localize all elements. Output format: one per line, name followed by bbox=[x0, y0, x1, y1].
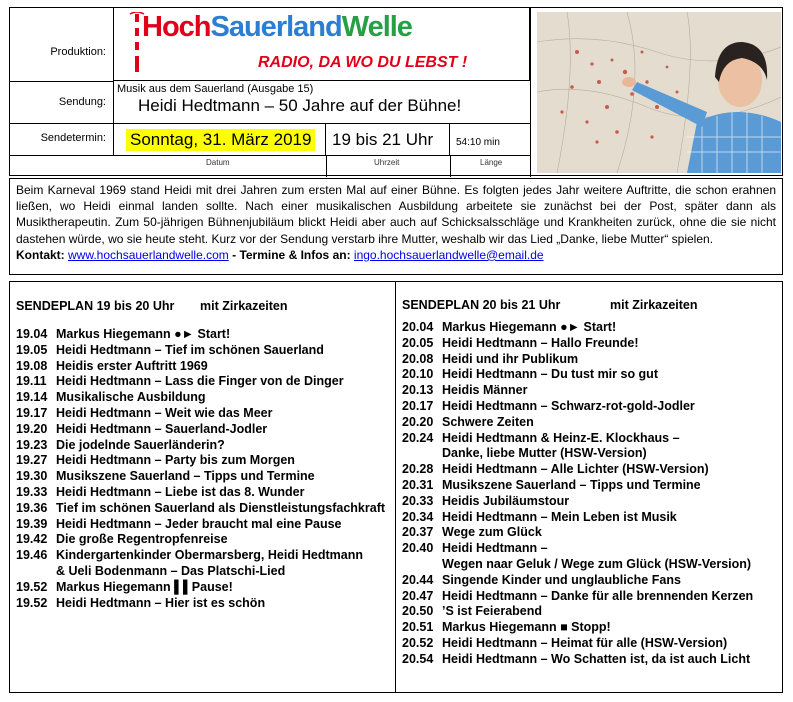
schedule-item bbox=[402, 525, 780, 541]
schedule-time: 20.50 bbox=[402, 604, 434, 619]
website-link[interactable]: www.hochsauerlandwelle.com bbox=[68, 247, 229, 262]
schedule-title: Wege zum Glück bbox=[442, 525, 542, 540]
schedule-time: 19.30 bbox=[16, 469, 48, 484]
station-logo bbox=[142, 11, 412, 44]
schedule-item bbox=[16, 390, 393, 406]
schedule-item bbox=[402, 604, 780, 620]
schedule-time: 20.34 bbox=[402, 509, 434, 524]
schedule-time: 20.28 bbox=[402, 462, 434, 477]
schedule-item bbox=[16, 596, 393, 612]
schedule-title: Heidi Hedtmann – Du tust mir so gut bbox=[442, 367, 658, 382]
date-cell bbox=[114, 123, 326, 155]
schedule-title: Markus Hiegemann ●► Start! bbox=[56, 327, 231, 341]
schedule-time: 19.39 bbox=[16, 516, 48, 531]
email-link[interactable]: ingo.hochsauerlandwelle@email.de bbox=[353, 247, 544, 262]
logo-slogan: RADIO, DA WO DU LEBST ! bbox=[258, 54, 468, 71]
column-divider bbox=[450, 155, 451, 177]
time-cell bbox=[326, 123, 450, 155]
schedule-time bbox=[16, 564, 56, 580]
schedule-column-19 bbox=[10, 282, 396, 692]
schedule-title: Heidi Hedtmann – Mein Leben ist Musik bbox=[442, 509, 677, 524]
schedule-time: 20.52 bbox=[402, 635, 434, 650]
schedule-time: 20.31 bbox=[402, 477, 434, 492]
schedule-time bbox=[402, 446, 442, 462]
schedule-column-20 bbox=[396, 282, 782, 692]
label-sendetermin: Sendetermin: bbox=[40, 132, 106, 144]
schedule-item bbox=[402, 320, 780, 336]
schedule-item bbox=[402, 636, 780, 652]
schedule-time: 20.17 bbox=[402, 398, 434, 413]
schedule-item bbox=[16, 327, 393, 343]
schedule-title: Die jodelnde Sauerländerin? bbox=[56, 437, 225, 452]
label-sendung: Sendung: bbox=[58, 96, 106, 108]
schedule-time: 20.05 bbox=[402, 335, 434, 350]
schedule-title: Heidi und ihr Publikum bbox=[442, 351, 579, 366]
zirkazeiten-label: mit Zirkazeiten bbox=[610, 298, 698, 312]
schedule-item bbox=[16, 532, 393, 548]
row-divider bbox=[10, 155, 114, 156]
sub-label-datum: Datum bbox=[206, 158, 230, 167]
schedule-item bbox=[402, 494, 780, 510]
schedule-item bbox=[402, 652, 780, 668]
kontakt-label: Kontakt: bbox=[16, 247, 65, 262]
photo-cell bbox=[530, 8, 784, 177]
schedule-time: 20.33 bbox=[402, 493, 434, 508]
schedule-title: Heidi Hedtmann – Jeder braucht mal eine Pause bbox=[56, 516, 342, 531]
schedule-title: Heidi Hedtmann – Sauerland-Jodler bbox=[56, 421, 268, 436]
schedule-title: Musikszene Sauerland – Tipps und Termine bbox=[442, 477, 701, 492]
schedule-title: ’S ist Feierabend bbox=[442, 604, 543, 619]
schedule-title: Musikalische Ausbildung bbox=[56, 390, 206, 405]
zirkazeiten-label: mit Zirkazeiten bbox=[200, 299, 288, 313]
schedule-item bbox=[402, 383, 780, 399]
schedule-item bbox=[402, 446, 780, 462]
column-divider bbox=[326, 155, 327, 177]
schedule-time: 19.33 bbox=[16, 484, 48, 499]
schedule-item bbox=[402, 557, 780, 573]
description-text: Beim Karneval 1969 stand Heidi mit drei Jahren zum ersten Mal auf einer Bühne. Es folgten jedes Jahr weitere Auftritte, die schon erahnen ließen, wo Heidi einmal landen sollte. Nach einer musikalischen Ausbildung arbeitete sie zunächst bei der Post, später dann als Musiktherapeutin. Zum 50-jährigen Bühnenjubiläum blickt Heidi aber auch auf Schicksalsschläge und Krankheiten zurück, ohne die sie nicht dastehen würde, wo sie heute steht. Kurz vor der Sendung verstarb ihre Mutter, weshalb wir das Lied „Danke, liebe Mutter“ spielen. bbox=[16, 183, 776, 246]
schedule-time: 19.52 bbox=[16, 595, 48, 610]
schedule-title: Heidi Hedtmann – Danke für alle brennenden Kerzen bbox=[442, 588, 754, 603]
schedule-item bbox=[402, 478, 780, 494]
schedule-title: Markus Hiegemann ●► Start! bbox=[442, 320, 617, 334]
schedule-title: Musikszene Sauerland – Tipps und Termine bbox=[56, 469, 315, 484]
schedule-title: Heidi Hedtmann – Schwarz-rot-gold-Jodler bbox=[442, 398, 695, 413]
schedule-title: Wegen naar Geluk / Wege zum Glück (HSW-Version) bbox=[442, 556, 752, 571]
schedule-time: 20.40 bbox=[402, 541, 434, 556]
logo-part-welle: Welle bbox=[341, 11, 412, 43]
schedule-title: Heidi Hedtmann & Heinz-E. Klockhaus – bbox=[442, 430, 680, 445]
schedule-item bbox=[402, 352, 780, 368]
schedule-item bbox=[16, 469, 393, 485]
schedule-item bbox=[402, 620, 780, 636]
row-divider bbox=[10, 81, 114, 82]
schedule-item bbox=[16, 422, 393, 438]
schedule-time: 20.10 bbox=[402, 367, 434, 382]
logo-cell bbox=[114, 8, 530, 81]
schedule-item bbox=[402, 541, 780, 557]
schedule-time: 19.05 bbox=[16, 342, 48, 357]
schedule-time: 19.17 bbox=[16, 405, 48, 420]
schedule-time: 20.54 bbox=[402, 651, 434, 666]
schedule-time: 20.47 bbox=[402, 588, 434, 603]
sendung-series: Musik aus dem Sauerland (Ausgabe 15) bbox=[117, 83, 314, 95]
schedule-title: Heidi Hedtmann – Hier ist es schön bbox=[56, 595, 266, 610]
schedule-title: Heidi Hedtmann – Liebe ist das 8. Wunder bbox=[56, 484, 305, 499]
schedule-time: 19.20 bbox=[16, 421, 48, 436]
schedule-title: Heidis Jubiläumstour bbox=[442, 493, 570, 508]
schedule-title: Heidis Männer bbox=[442, 383, 528, 398]
schedule-title: Markus Hiegemann ■ Stopp! bbox=[442, 620, 611, 635]
schedule-item bbox=[16, 438, 393, 454]
schedule-item bbox=[16, 517, 393, 533]
schedule-item bbox=[16, 359, 393, 375]
termine-label: - Termine & Infos an: bbox=[232, 247, 351, 262]
schedule-heading-text: SENDEPLAN 19 bis 20 Uhr bbox=[16, 299, 175, 313]
broadcast-date: Sonntag, 31. März 2019 bbox=[126, 129, 315, 151]
broadcast-time: 19 bis 21 Uhr bbox=[332, 130, 434, 149]
schedule-time: 19.27 bbox=[16, 453, 48, 468]
schedule-time: 19.42 bbox=[16, 532, 48, 547]
schedule-item bbox=[16, 580, 393, 596]
schedule-item bbox=[16, 548, 393, 564]
schedule-title: Danke, liebe Mutter (HSW-Version) bbox=[442, 446, 647, 461]
schedule-time: 20.37 bbox=[402, 525, 434, 540]
schedule-time: 19.11 bbox=[16, 374, 47, 389]
schedule-title: Heidi Hedtmann – Tief im schönen Sauerland bbox=[56, 342, 324, 357]
schedule-time: 20.08 bbox=[402, 351, 434, 366]
schedule-time: 20.20 bbox=[402, 414, 434, 429]
logo-part-hoch: Hoch bbox=[142, 11, 211, 43]
schedule-item bbox=[16, 406, 393, 422]
schedule-item bbox=[402, 431, 780, 447]
schedule-list-19 bbox=[16, 327, 393, 611]
description-box bbox=[9, 178, 783, 275]
schedule-time: 20.51 bbox=[402, 620, 434, 635]
schedule-list-20 bbox=[402, 320, 780, 668]
schedule-item bbox=[16, 501, 393, 517]
schedule-time: 20.13 bbox=[402, 383, 434, 398]
schedule-title: Schwere Zeiten bbox=[442, 414, 534, 429]
schedule-item bbox=[16, 343, 393, 359]
schedule-title: Heidi Hedtmann – bbox=[442, 541, 548, 556]
schedule-item bbox=[402, 399, 780, 415]
schedule-title: Die große Regentropfenreise bbox=[56, 532, 228, 547]
host-photo bbox=[537, 12, 781, 173]
schedule-title: Heidi Hedtmann – Alle Lichter (HSW-Version) bbox=[442, 462, 709, 477]
row-divider bbox=[114, 155, 530, 156]
schedule-title: Heidi Hedtmann – Heimat für alle (HSW-Version) bbox=[442, 635, 728, 650]
schedule-table bbox=[9, 281, 783, 693]
schedule-item bbox=[16, 374, 393, 390]
schedule-title: Heidi Hedtmann – Weit wie das Meer bbox=[56, 405, 273, 420]
schedule-time: 19.23 bbox=[16, 437, 48, 452]
schedule-time: 19.36 bbox=[16, 500, 48, 515]
schedule-time: 19.14 bbox=[16, 390, 48, 405]
schedule-title: Markus Hiegemann ▌▌Pause! bbox=[56, 579, 233, 594]
schedule-item bbox=[402, 462, 780, 478]
schedule-title: Singende Kinder und unglaubliche Fans bbox=[442, 572, 681, 587]
sub-label-laenge: Länge bbox=[480, 158, 503, 167]
schedule-item bbox=[16, 564, 393, 580]
schedule-item bbox=[402, 510, 780, 526]
schedule-item bbox=[402, 336, 780, 352]
schedule-time: 20.24 bbox=[402, 430, 434, 445]
schedule-item bbox=[402, 415, 780, 431]
schedule-item bbox=[402, 367, 780, 383]
schedule-time: 20.44 bbox=[402, 572, 434, 587]
schedule-time: 19.46 bbox=[16, 548, 48, 563]
schedule-item bbox=[402, 573, 780, 589]
schedule-title: Heidi Hedtmann – Party bis zum Morgen bbox=[56, 453, 295, 468]
logo-part-sauerland: Sauerland bbox=[210, 11, 342, 43]
schedule-time bbox=[402, 557, 442, 573]
header-table bbox=[9, 7, 783, 176]
schedule-heading-19 bbox=[16, 299, 288, 313]
schedule-title: Tief im schönen Sauerland als Dienstleistungsfachkraft bbox=[56, 500, 386, 515]
schedule-item bbox=[16, 485, 393, 501]
schedule-title: Kindergartenkinder Obermarsberg, Heidi Hedtmann bbox=[56, 548, 364, 563]
sub-label-uhrzeit: Uhrzeit bbox=[374, 158, 400, 167]
broadcast-length: 54:10 min bbox=[456, 137, 500, 148]
schedule-title: & Ueli Bodenmann – Das Platschi-Lied bbox=[56, 563, 286, 578]
length-cell bbox=[450, 123, 530, 155]
sendung-title: Heidi Hedtmann – 50 Jahre auf der Bühne! bbox=[138, 96, 462, 115]
schedule-time: 19.52 bbox=[16, 579, 48, 594]
schedule-title: Heidi Hedtmann – Hallo Freunde! bbox=[442, 335, 639, 350]
schedule-heading-20 bbox=[402, 298, 698, 312]
schedule-time: 20.04 bbox=[402, 320, 434, 334]
schedule-item bbox=[402, 589, 780, 605]
label-produktion: Produktion: bbox=[50, 46, 106, 58]
schedule-title: Heidi Hedtmann – Wo Schatten ist, da ist auch Licht bbox=[442, 651, 751, 666]
schedule-title: Heidis erster Auftritt 1969 bbox=[56, 358, 208, 373]
schedule-title: Heidi Hedtmann – Lass die Finger von de Dinger bbox=[56, 374, 344, 389]
schedule-time: 19.04 bbox=[16, 327, 48, 341]
schedule-heading-text: SENDEPLAN 20 bis 21 Uhr bbox=[402, 298, 561, 312]
schedule-time: 19.08 bbox=[16, 358, 48, 373]
schedule-item bbox=[16, 453, 393, 469]
